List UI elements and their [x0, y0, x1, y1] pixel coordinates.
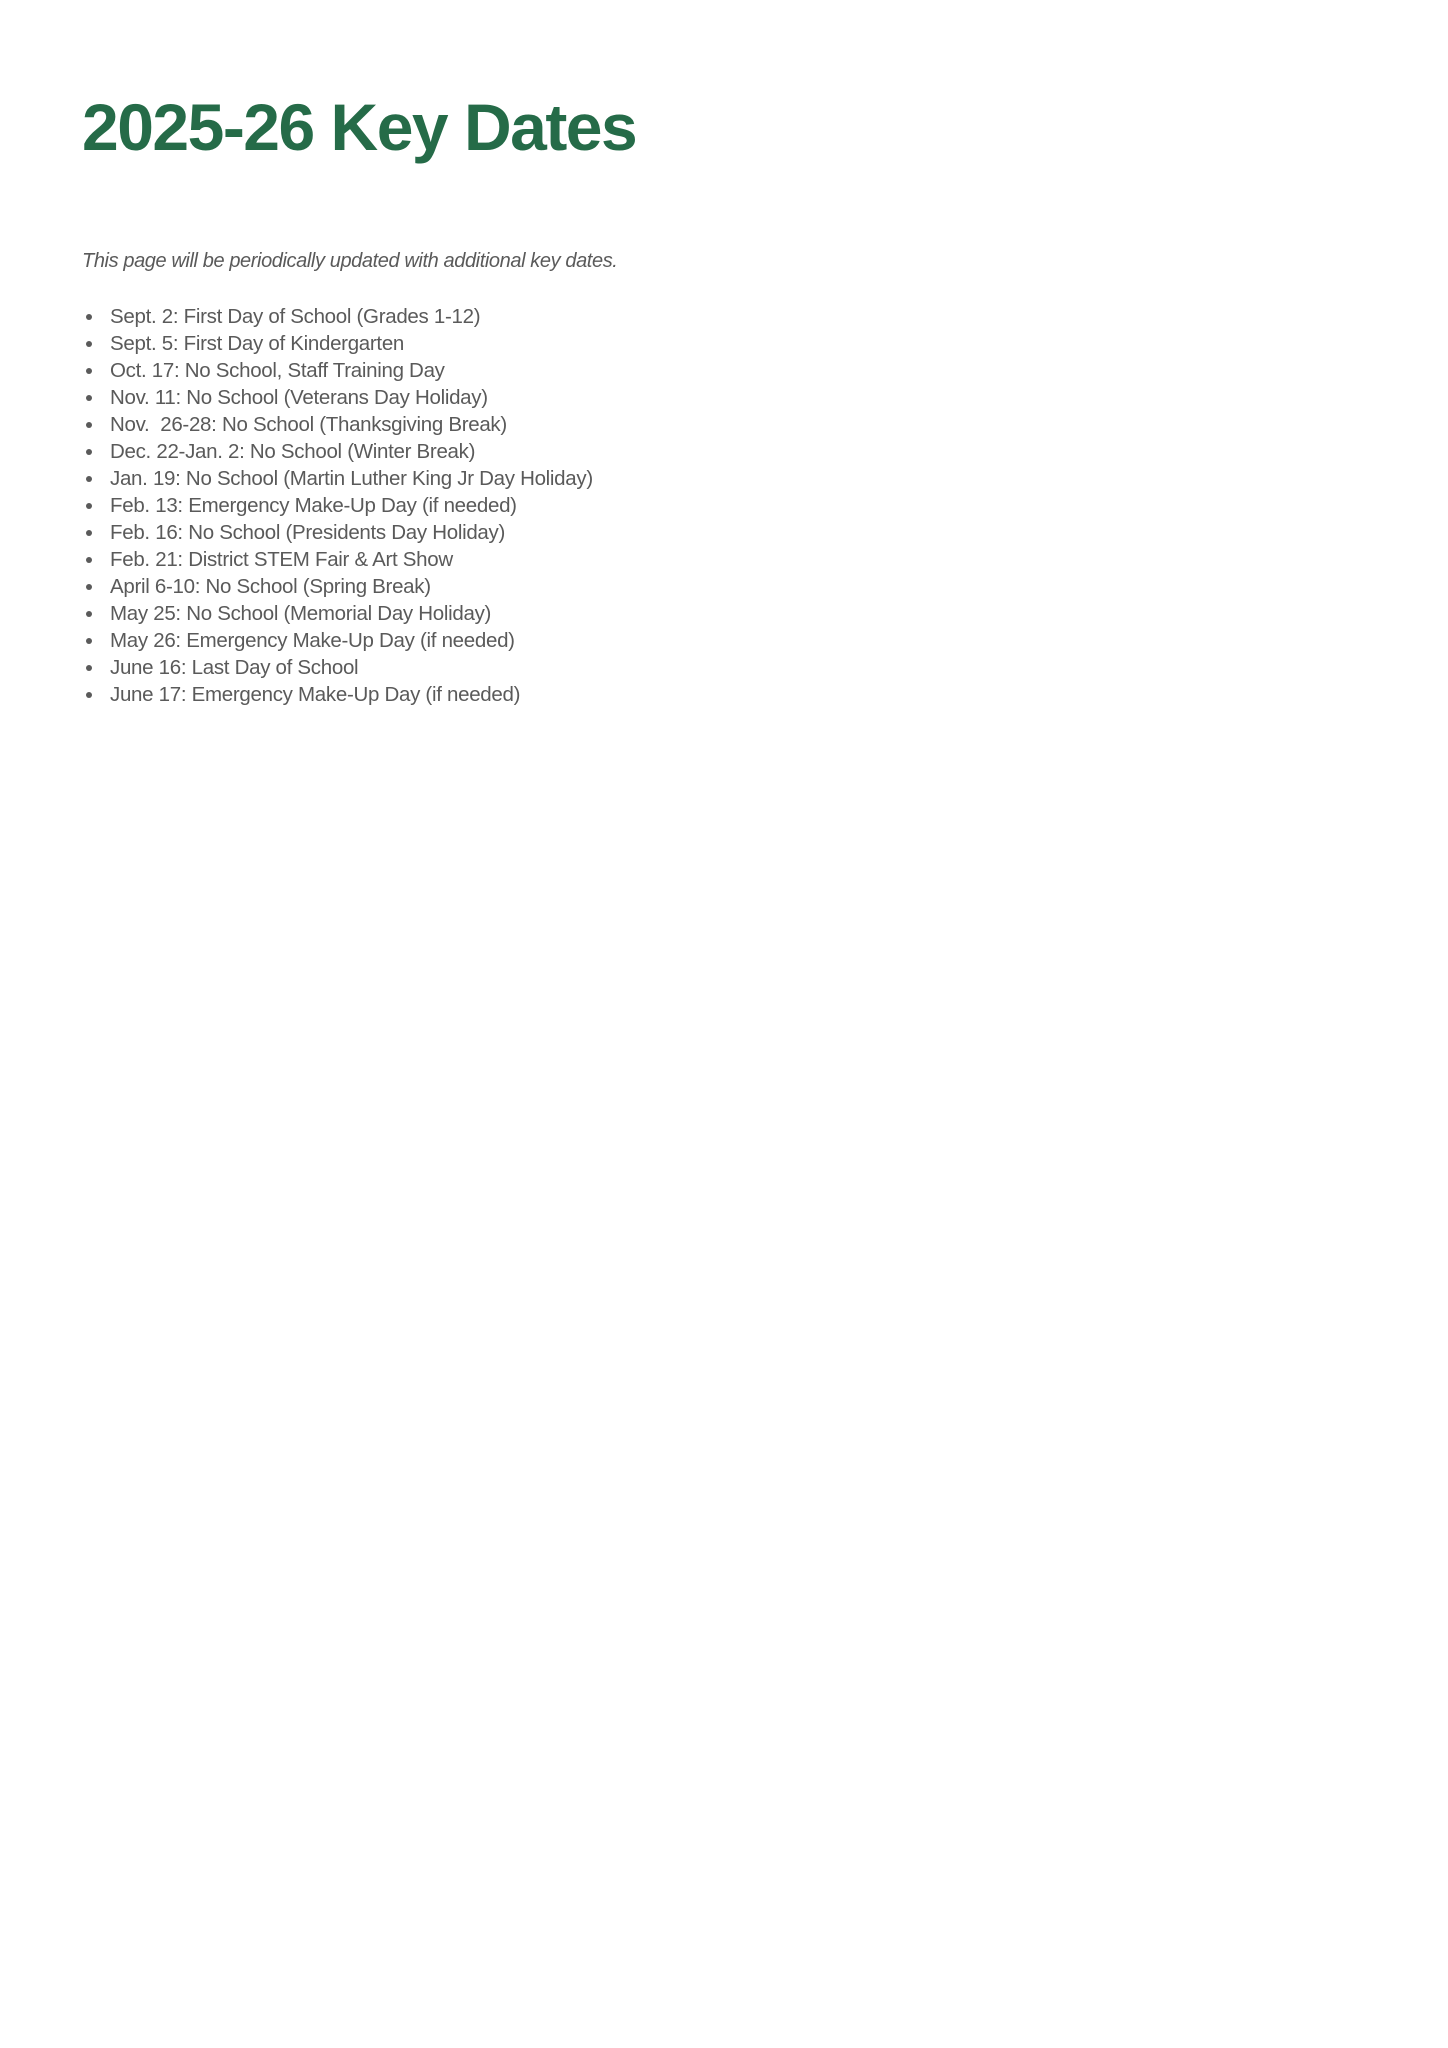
bullet-icon: [86, 449, 92, 455]
list-item-text: Oct. 17: No School, Staff Training Day: [110, 359, 445, 382]
list-item: [82, 519, 593, 546]
bullet-icon: [86, 476, 92, 482]
list-item: [82, 627, 593, 654]
list-item: [82, 654, 593, 681]
bullet-icon: [86, 503, 92, 509]
list-item-text: Sept. 2: First Day of School (Grades 1-12): [110, 305, 481, 328]
bullet-icon: [86, 530, 92, 536]
bullet-icon: [86, 314, 92, 320]
update-note: This page will be periodically updated with additional key dates.: [82, 250, 618, 272]
list-item: [82, 600, 593, 627]
list-item-text: May 26: Emergency Make-Up Day (if needed): [110, 629, 515, 652]
list-item-text: Jan. 19: No School (Martin Luther King Jr Day Holiday): [110, 467, 593, 490]
list-item-text: June 16: Last Day of School: [110, 656, 359, 679]
list-item: [82, 330, 593, 357]
list-item-text: Sept. 5: First Day of Kindergarten: [110, 332, 405, 355]
bullet-icon: [86, 422, 92, 428]
list-item: [82, 465, 593, 492]
list-item: [82, 573, 593, 600]
bullet-icon: [86, 395, 92, 401]
list-item: [82, 411, 593, 438]
list-item-text: Feb. 13: Emergency Make-Up Day (if needed): [110, 494, 517, 517]
list-item: [82, 384, 593, 411]
list-item: [82, 357, 593, 384]
list-item-text: April 6-10: No School (Spring Break): [110, 575, 431, 598]
bullet-icon: [86, 611, 92, 617]
list-item: [82, 546, 593, 573]
bullet-icon: [86, 584, 92, 590]
bullet-icon: [86, 692, 92, 698]
list-item: [82, 681, 593, 708]
bullet-icon: [86, 665, 92, 671]
bullet-icon: [86, 638, 92, 644]
list-item-text: Nov. 11: No School (Veterans Day Holiday): [110, 386, 488, 409]
page-title: 2025-26 Key Dates: [82, 90, 637, 164]
bullet-icon: [86, 341, 92, 347]
list-item-text: Dec. 22-Jan. 2: No School (Winter Break): [110, 440, 476, 463]
list-item-text: Feb. 16: No School (Presidents Day Holiday): [110, 521, 506, 544]
list-item-text: June 17: Emergency Make-Up Day (if needed): [110, 683, 521, 706]
list-item-text: May 25: No School (Memorial Day Holiday): [110, 602, 492, 625]
key-dates-list: [82, 303, 593, 708]
list-item: [82, 438, 593, 465]
bullet-icon: [86, 557, 92, 563]
bullet-icon: [86, 368, 92, 374]
list-item: [82, 303, 593, 330]
list-item-text: Feb. 21: District STEM Fair & Art Show: [110, 548, 453, 571]
list-item: [82, 492, 593, 519]
list-item-text: Nov. 26-28: No School (Thanksgiving Break): [110, 413, 507, 436]
